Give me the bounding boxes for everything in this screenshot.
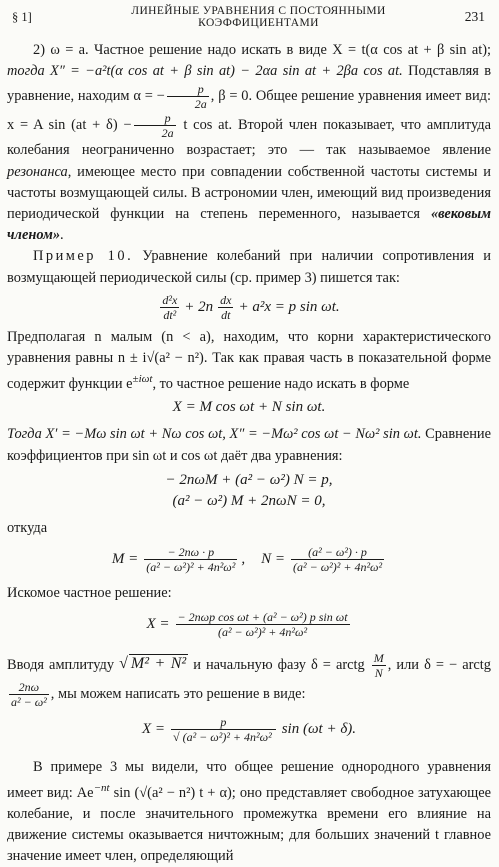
resonance-end: .	[60, 227, 64, 244]
homogeneous-text: В примере 3 мы видели, что общее решение однородного уравнения имеет вид: Ae	[7, 758, 491, 801]
resonance-text-2: , имеющее место при совпадении собственной частоты системы и частоты возмущающей силы. В астрономии член, имеющий вид произведения периодической функции на степень переменного, называется	[7, 163, 491, 223]
arctg-fraction	[9, 680, 49, 709]
resonance-text: показывает, что амплитуда колебания неограниченно возрастает; это — так называемое явление	[7, 117, 491, 159]
equation-rest: + a²x = p sin ωt.	[238, 299, 340, 316]
page-number: 231	[464, 9, 485, 24]
whence-label: откуда	[7, 520, 48, 537]
system-equation-2: (a² − ω²) M + 2nωN = 0,	[172, 493, 326, 510]
fraction-denominator: N	[374, 665, 383, 680]
fraction-denominator: dt	[221, 308, 231, 323]
m-fraction	[144, 545, 237, 574]
fraction-numerator: − 2nωp cos ωt + (a² − ω²) p sin ωt	[177, 610, 348, 625]
fraction-numerator: p	[167, 82, 209, 97]
substitution-text-end: , β = 0. Общее решение	[210, 88, 355, 105]
solution-fraction	[176, 610, 350, 639]
rewrite-text: , мы можем написать это решение в виде:	[50, 685, 306, 702]
sine-term: sin (ωt + δ).	[281, 721, 357, 738]
fraction-p-2a	[167, 82, 209, 111]
derivatives-text	[7, 424, 491, 466]
general-solution-text-end: t cos at. Второй член	[183, 117, 318, 134]
second-derivative	[160, 293, 179, 322]
radicand: (a² − ω²)² + 4n²ω²	[182, 730, 272, 745]
comma-separator: ,	[241, 550, 246, 567]
exponent: ±iωt	[132, 373, 153, 386]
m-lhs: M =	[111, 550, 139, 567]
phase-text: и начальную фазу δ = arctg	[193, 656, 365, 673]
amplitude-radical: √ M² + N²	[119, 655, 187, 673]
or-text: , или	[387, 656, 420, 673]
amplitude-form-solution	[7, 709, 491, 751]
coefficients-solution	[7, 539, 491, 579]
amplitude-text: Вводя амплитуду	[7, 656, 115, 673]
fraction-denominator: 2a	[161, 126, 174, 141]
resonance-term: резонанса	[7, 163, 68, 180]
arctg-text: δ = − arctg	[424, 656, 491, 673]
amplitude-phase-text	[7, 651, 491, 709]
derivatives-line: Тогда X′ = −Mω sin ωt + Nω cos ωt, X″ = −Mω² cos ωt − Nω² sin ωt.	[7, 426, 422, 443]
fraction-denominator: (a² − ω²)² + 4n²ω²	[146, 559, 236, 574]
first-derivative	[218, 293, 233, 322]
case-2-line-1: 2) ω = a. Частное решение надо искать в виде X = t(α cos at + β sin at);	[33, 42, 491, 58]
system-equation-1: − 2nωM + (a² − ω²) N = p,	[165, 471, 333, 488]
fraction-numerator: M	[373, 650, 384, 665]
oscillation-equation	[7, 289, 491, 327]
phase-fraction	[372, 651, 386, 680]
roots-text: Предполагая n малым (n < a), находим, что корни характеристического уравнения равны n ± i√(a² − n²). Так как правая часть в показательной форме содержит функции e	[7, 328, 491, 393]
example-10-text	[7, 246, 491, 288]
roots-text-end: , то частное решение надо искать в форме	[152, 376, 410, 393]
x-lhs: X =	[141, 721, 165, 738]
fraction-numerator: − 2nω · p	[144, 545, 237, 560]
n-fraction	[291, 545, 384, 574]
fraction-denominator: (a² − ω²)² + 4n²ω²	[217, 625, 308, 640]
general-solution-text: уравнения имеет вид: x = A sin (at + δ) −	[7, 88, 491, 134]
example-description: Уравнение колебаний при наличии сопротивления и возмущающей периодической силы (ср. пример 3) пишется так:	[7, 248, 491, 286]
fraction-numerator: p	[171, 715, 276, 730]
homogeneous-text-end: sin (√(a² − n²) t + α); оно представляет свободное затухающее колебание, и после значительного промежутка времени его влияние на движение системы оказывается ничтожным; для больших значений t главное значение имеет член, определяющий	[7, 784, 491, 865]
fraction-denominator: (a² − ω²)² + 4n²ω²	[293, 559, 383, 574]
x-lhs: X =	[146, 616, 170, 633]
secular-term: «вековым членом»	[7, 206, 491, 244]
equation-term: + 2n	[184, 299, 214, 316]
exponent: −nt	[93, 781, 110, 794]
fraction-denominator: a² − ω²	[11, 694, 47, 709]
running-header	[12, 5, 485, 29]
fraction-numerator: (a² − ω²) · p	[291, 545, 384, 560]
example-label: Пример 10.	[33, 248, 134, 265]
fraction-denominator: 2a	[194, 97, 207, 112]
substitution-text: Подставляя в уравнение, находим α = −	[7, 63, 491, 105]
radicand: M² + N²	[130, 655, 187, 673]
fraction-numerator: 2nω	[9, 680, 49, 695]
fraction-numerator: p	[134, 111, 176, 126]
fraction-numerator: d²x	[162, 293, 178, 308]
page-body	[7, 40, 491, 867]
free-oscillation-text	[7, 757, 491, 867]
chapter-title: ЛИНЕЙНЫЕ УРАВНЕНИЯ С ПОСТОЯННЫМИ КОЭФФИЦИЕНТАМИ	[131, 5, 386, 29]
particular-solution-label: Искомое частное решение:	[7, 585, 172, 602]
characteristic-roots-text	[7, 327, 491, 395]
case-2-line-2: тогда X″ = −a²t(α cos at + β sin at) − 2αa sin at + 2βa cos at.	[7, 63, 403, 80]
fraction-denominator: dt²	[163, 308, 177, 323]
amplitude-fraction	[171, 715, 276, 744]
fraction-p-2a-2	[134, 111, 176, 140]
fraction-numerator: dx	[220, 293, 232, 308]
case-2-text	[7, 40, 491, 246]
n-lhs: N =	[261, 550, 285, 567]
particular-solution	[7, 605, 491, 645]
denominator-radical: √ (a² − ω²)² + 4n²ω²	[172, 730, 272, 745]
section-number: § 1]	[12, 9, 32, 24]
particular-solution-form: X = M cos ωt + N sin ωt.	[172, 399, 326, 416]
coefficients-line: Сравнение коэффициентов при sin ωt и cos ωt даёт два уравнения:	[7, 426, 491, 464]
